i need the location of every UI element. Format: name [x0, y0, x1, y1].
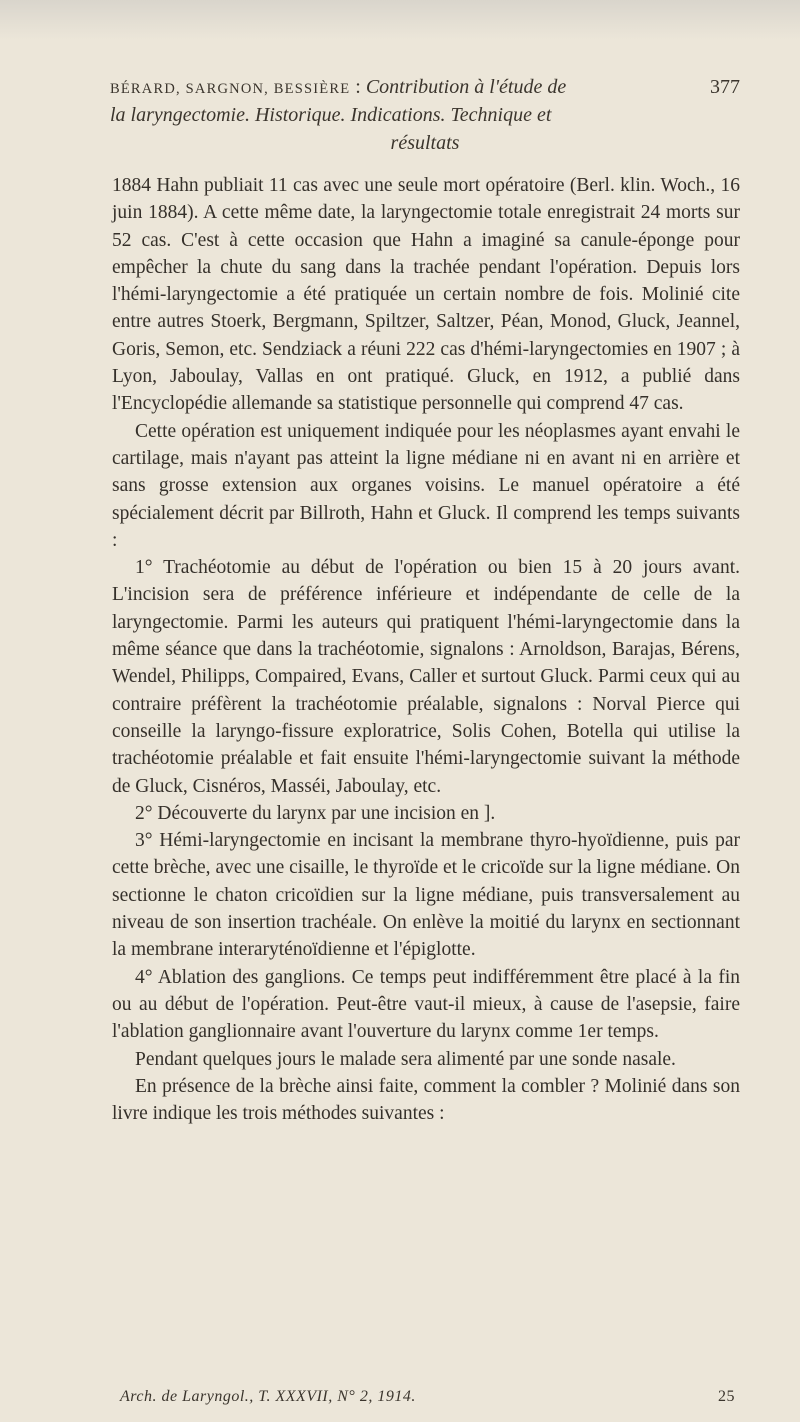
header-title-part1: Contribution à l'étude de — [365, 76, 567, 98]
journal-citation: Arch. de Laryngol., T. XXXVII, N° 2, 1914. — [120, 1388, 416, 1405]
running-header: BÉRARD, SARGNON, BESSIÈRE : Contribution à l'étude de 377 la laryngectomie. Historique. Indications. Technique et résultats — [110, 76, 740, 154]
paragraph-3: 1° Trachéotomie au début de l'opération ou bien 15 à 20 jours avant. L'incision sera de préférence inférieure et indépendante de celle de la laryngectomie. Parmi les auteurs qui pratiquent l'hémi-laryngectomie dans la même séance que dans la trachéotomie, signalons : Arnoldson, Barajas, Bérens, Wendel, Philipps, Compaired, Evans, Caller et surtout Gluck. Parmi ceux qui au contraire préfèrent la trachéotomie préalable, signalons : Norval Pierce qui conseille la laryngo-fissure exploratrice, Solis Cohen, Botella qui utilise la trachéotomie préalable et fait ensuite l'hémi-laryngectomie suivant la méthode de Gluck, Cisnéros, Masséi, Jaboulay, etc. — [112, 557, 740, 797]
header-authors: BÉRARD, SARGNON, BESSIÈRE — [110, 81, 351, 97]
paragraph-1: 1884 Hahn publiait 11 cas avec une seule mort opératoire (Berl. klin. Woch., 16 juin 1884). A cette même date, la laryngectomie totale enregistrait 24 morts sur 52 cas. C'est à cette occasion que Hahn a imaginé sa canule-éponge pour empêcher la chute du sang dans la trachée pendant l'opération. Depuis lors l'hémi-laryngectomie a été pratiquée un certain nombre de fois. Molinié cite entre autres Stoerk, Bergmann, Spiltzer, Saltzer, Péan, Monod, Gluck, Jeannel, Goris, Semon, etc. Sendziack a réuni 222 cas d'hémi-laryngectomies en 1907 ; à Lyon, Jaboulay, Vallas en ont pratiqué. Gluck, en 1912, a publié dans l'Encyclopédie allemande sa statistique personnelle qui comprend 47 cas. — [112, 175, 740, 415]
paragraph-5: 3° Hémi-laryngectomie en incisant la membrane thyro-hyoïdienne, puis par cette brèche, avec une cisaille, le thyroïde et le cricoïde sur la ligne médiane. On sectionne le chaton cricoïdien sur la ligne médiane, puis transversalement au niveau de son insertion trachéale. On enlève la moitié du larynx en sectionnant la membrane interaryténoïdienne et l'épiglotte. — [112, 830, 740, 961]
paragraph-2: Cette opération est uniquement indiquée pour les néoplasmes ayant envahi le cartilage, mais n'ayant pas atteint la ligne médiane ni en avant ni en arrière et sans grosse extension aux organes voisins. Le manuel opératoire a été spécialement décrit par Billroth, Hahn et Gluck. Il comprend les temps suivants : — [112, 420, 740, 551]
paragraph-8: En présence de la brèche ainsi faite, comment la combler ? Molinié dans son livre indique les trois méthodes suivantes : — [112, 1075, 740, 1125]
paragraph-7: Pendant quelques jours le malade sera alimenté par une sonde nasale. — [135, 1048, 676, 1070]
header-title-part3: résultats — [390, 132, 460, 154]
paragraph-4: 2° Découverte du larynx par une incision en ]. — [135, 802, 496, 824]
signature-mark: 25 — [718, 1388, 735, 1405]
paragraph-6: 4° Ablation des ganglions. Ce temps peut indifféremment être placé à la fin ou au début de l'opération. Peut-être vaut-il mieux, à cause de l'asepsie, faire l'ablation ganglionnaire avant l'ouverture du larynx comme 1er temps. — [112, 966, 740, 1043]
body-text — [112, 172, 740, 1127]
header-title-part2: la laryngectomie. Historique. Indications. Technique et — [110, 104, 552, 126]
page-footer — [120, 1388, 735, 1406]
page-number: 377 — [710, 76, 740, 98]
